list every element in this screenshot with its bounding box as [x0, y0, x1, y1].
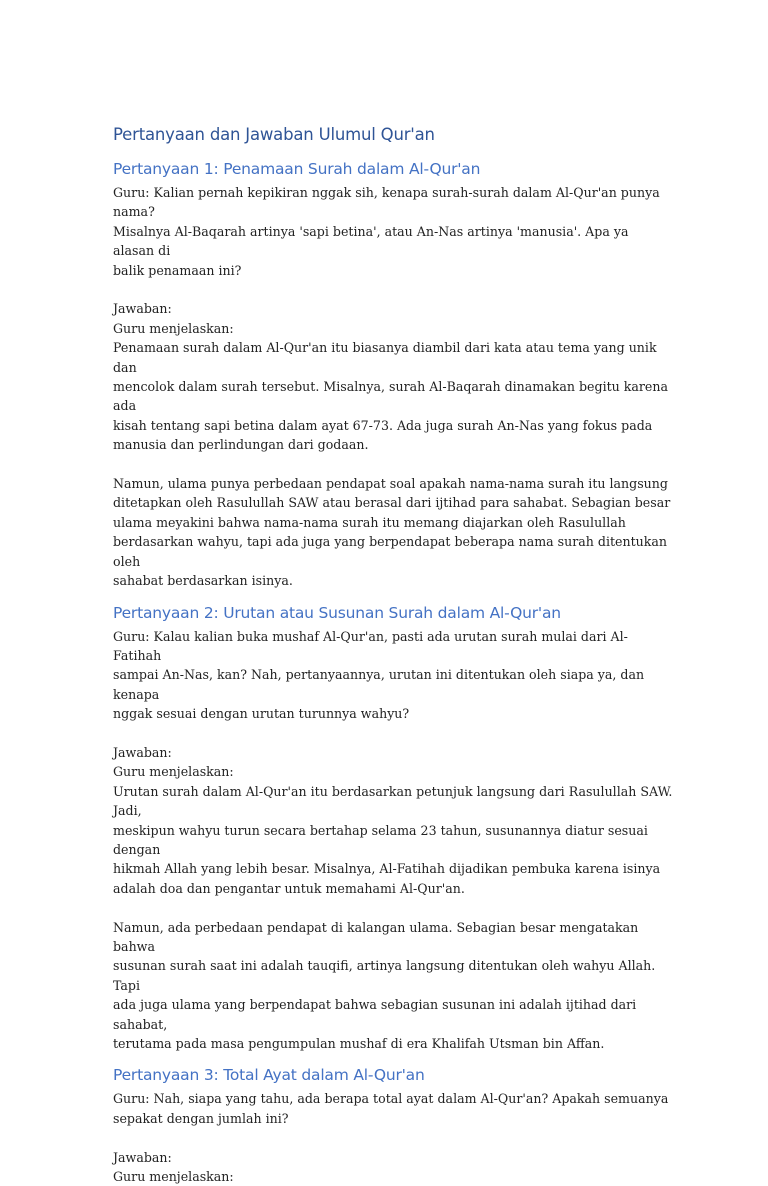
answer-label: Jawaban:	[113, 744, 172, 760]
paragraph-gap	[113, 280, 673, 299]
question-text: Guru: Nah, siapa yang tahu, ada berapa total ayat dalam Al-Qur'an? Apakah semuanya sepakat dengan jumlah ini?	[113, 1091, 669, 1126]
explainer-label: Guru menjelaskan:	[113, 764, 234, 780]
question-heading: Pertanyaan 2: Urutan atau Susunan Surah dalam Al-Qur'an	[113, 603, 561, 622]
question-section-2	[113, 603, 673, 1066]
question-heading: Pertanyaan 1: Penamaan Surah dalam Al-Qur'an	[113, 160, 481, 178]
explainer-label: Guru menjelaskan:	[113, 320, 234, 336]
explainer-label: Guru menjelaskan:	[113, 1169, 234, 1185]
answer-paragraph: Namun, ulama punya perbedaan pendapat soal apakah nama-nama surah itu langsung ditetapkan oleh Rasulullah SAW atau berasal dari ijtihad para sahabat. Sebagian besar ulama meyakini bahwa nama-nama surah itu memang diajarkan oleh Rasulullah berdasarkan wahyu, tapi ada juga yang berpendapat beberapa nama surah ditentukan oleh sahabat berdasarkan isinya.	[113, 476, 671, 589]
section-gap	[113, 591, 673, 603]
answer-paragraph: Urutan surah dalam Al-Qur'an itu berdasarkan petunjuk langsung dari Rasulullah SAW. Jadi, meskipun wahyu turun secara bertahap selama 23 tahun, susunannya diatur sesuai dengan hikmah Allah yang lebih besar. Misalnya, Al-Fatihah dijadikan pembuka karena isinya adalah doa dan pengantar untuk memahami Al-Qur'an.	[113, 783, 673, 896]
answer-paragraph: Namun, ada perbedaan pendapat di kalangan ulama. Sebagian besar mengatakan bahwa susunan surah saat ini adalah tauqifi, artinya langsung ditentukan oleh wahyu Allah. Tapi ada juga ulama yang berpendapat bahwa sebagian susunan ini adalah ijtihad dari sahabat, terutama pada masa pengumpulan mushaf di era Khalifah Utsman bin Affan.	[113, 919, 656, 1051]
answer-paragraph: Penamaan surah dalam Al-Qur'an itu biasanya diambil dari kata atau tema yang unik dan mencolok dalam surah tersebut. Misalnya, surah Al-Baqarah dinamakan begitu karena ada kisah tentang sapi betina dalam ayat 67-73. Ada juga surah An-Nas yang fokus pada manusia dan perlindungan dari godaan.	[113, 340, 668, 453]
question-heading: Pertanyaan 3: Total Ayat dalam Al-Qur'an	[113, 1066, 425, 1085]
paragraph-gap	[113, 724, 673, 743]
paragraph-gap	[113, 1128, 673, 1147]
question-text: Guru: Kalau kalian buka mushaf Al-Qur'an, pasti ada urutan surah mulai dari Al-Fatihah sampai An-Nas, kan? Nah, pertanyaannya, urutan ini ditentukan oleh siapa ya, dan kenapa nggak sesuai dengan urutan turunnya wahyu?	[113, 628, 645, 722]
section-gap	[113, 1053, 673, 1065]
paragraph-gap	[113, 455, 673, 474]
document-body	[113, 124, 673, 1186]
question-text: Guru: Kalian pernah kepikiran nggak sih, kenapa surah-surah dalam Al-Qur'an punya nama? Misalnya Al-Baqarah artinya 'sapi betina', atau An-Nas artinya 'manusia'. Apa ya alasan di balik penamaan ini?	[113, 185, 660, 278]
answer-label: Jawaban:	[113, 301, 172, 317]
paragraph-gap	[113, 898, 673, 917]
question-section-1	[113, 159, 673, 603]
question-section-3	[113, 1065, 673, 1186]
document-title: Pertanyaan dan Jawaban Ulumul Qur'an	[113, 125, 435, 144]
answer-label: Jawaban:	[113, 1149, 172, 1165]
